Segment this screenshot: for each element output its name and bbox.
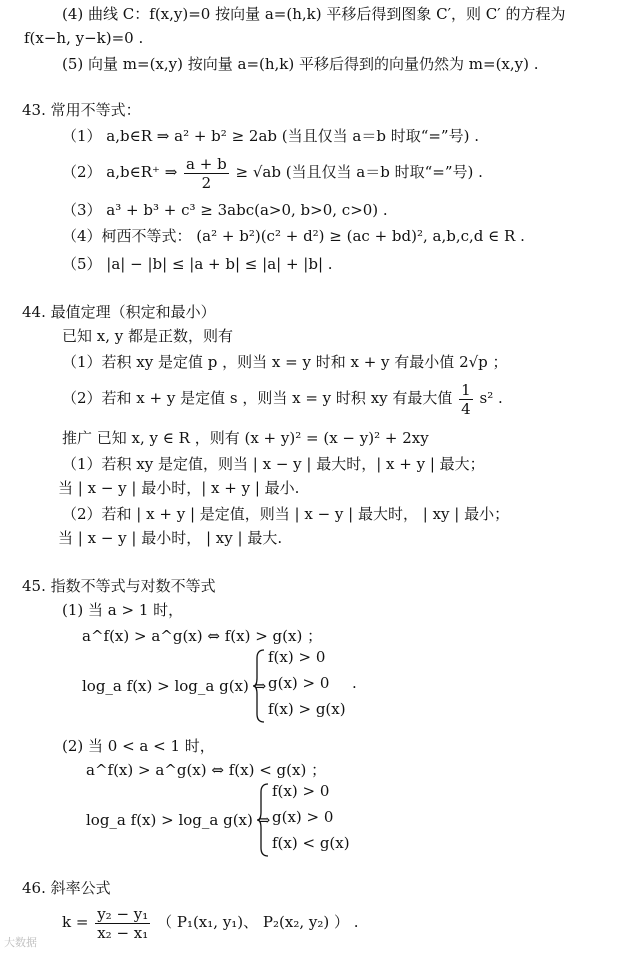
s45-case2-log: log_a f(x) > log_a g(x) ⇔ xyxy=(86,811,271,829)
section-45-title: 45. 指数不等式与对数不等式 xyxy=(22,577,216,595)
left-brace-icon xyxy=(252,648,266,724)
s45-case2-exp: a^f(x) > a^g(x) ⇔ f(x) < g(x) ； xyxy=(86,761,327,779)
s46-k: k = xyxy=(62,913,94,931)
s45-case1-cond1: f(x) > 0 xyxy=(268,648,326,666)
s44-line4: 推广 已知 x, y ∈ R ，则有 (x + y)² = (x − y)² + 2xy xyxy=(62,429,429,447)
item-4-line1: (4) 曲线 C：f(x,y)=0 按向量 a=(h,k) 平移后得到图象 C′，则 C′ 的方程为 xyxy=(62,5,566,23)
s43-item2-numerator: a + b xyxy=(186,154,227,173)
s44-line6: 当 | x − y | 最小时，| x + y | 最小. xyxy=(58,479,300,497)
watermark: 大数据 xyxy=(4,936,37,949)
s45-case2-cond3: f(x) < g(x) xyxy=(272,834,350,852)
section-44-title: 44. 最值定理（积定和最小） xyxy=(22,303,216,321)
item-4-line2: f(x−h, y−k)=0 . xyxy=(24,29,144,47)
s45-case2: (2) 当 0 < a < 1 时， xyxy=(62,737,215,755)
s44-line5: （1）若积 xy 是定值，则当 | x − y | 最大时，| x + y | 最大； xyxy=(62,455,485,473)
s43-item2-post: ≥ √ab (当且仅当 a＝b 时取“=”号) . xyxy=(235,163,483,181)
s43-item2-pre: （2） a,b∈R⁺ ⇒ xyxy=(62,163,183,181)
s44-line3-denominator: 4 xyxy=(461,399,471,418)
s45-case2-cond1: f(x) > 0 xyxy=(272,782,330,800)
s45-case2-system xyxy=(256,782,366,858)
s44-line7: （2）若和 | x + y | 是定值，则当 | x − y | 最大时， | xy | 最小； xyxy=(62,505,510,523)
item-5-line: (5) 向量 m=(x,y) 按向量 a=(h,k) 平移后得到的向量仍然为 m=(x,y) . xyxy=(62,55,539,73)
s44-line8: 当 | x − y | 最小时， | xy | 最大. xyxy=(58,529,283,547)
s43-item5: （5） |a| − |b| ≤ |a + b| ≤ |a| + |b| . xyxy=(62,255,333,273)
s46-fraction xyxy=(95,905,150,942)
s45-case1-cond2: g(x) > 0 xyxy=(268,674,330,692)
left-brace-icon xyxy=(256,782,270,858)
s43-item4: （4）柯西不等式： (a² + b²)(c² + d²) ≥ (ac + bd)², a,b,c,d ∈ R . xyxy=(62,227,525,245)
s46-denominator: x₂ − x₁ xyxy=(97,923,149,942)
s45-case1-log: log_a f(x) > log_a g(x) ⇔ xyxy=(82,677,267,695)
s44-line3-numerator: 1 xyxy=(461,380,471,399)
s45-case1-cond3: f(x) > g(x) xyxy=(268,700,346,718)
s43-item3: （3） a³ + b³ + c³ ≥ 3abc(a>0, b>0, c>0) . xyxy=(62,201,388,219)
s43-item2-denominator: 2 xyxy=(201,173,212,192)
s46-post: （ P₁(x₁, y₁)、 P₂(x₂, y₂) ） . xyxy=(157,913,359,931)
s44-line3-post: s² . xyxy=(479,389,503,407)
s45-case1-system xyxy=(252,648,372,724)
s44-line3 xyxy=(62,376,503,420)
section-46-title: 46. 斜率公式 xyxy=(22,879,111,897)
s46-formula xyxy=(62,900,359,944)
s44-line3-pre: （2）若和 x + y 是定值 s ，则当 x = y 时积 xy 有最大值 xyxy=(62,389,458,407)
s43-item2 xyxy=(62,150,483,194)
s43-item2-fraction xyxy=(184,155,229,192)
s45-case2-cond2: g(x) > 0 xyxy=(272,808,334,826)
section-43-title: 43. 常用不等式： xyxy=(22,101,141,119)
s46-numerator: y₂ − y₁ xyxy=(97,904,149,923)
s44-line3-fraction xyxy=(459,381,473,418)
s45-case1-end: . xyxy=(352,674,357,692)
s45-case1-exp: a^f(x) > a^g(x) ⇔ f(x) > g(x) ； xyxy=(82,627,323,645)
s44-line2: （1）若积 xy 是定值 p ，则当 x = y 时和 x + y 有最小值 2√p ； xyxy=(62,353,508,371)
s45-case1: (1) 当 a > 1 时， xyxy=(62,601,184,619)
s43-item1: （1） a,b∈R ⇒ a² + b² ≥ 2ab (当且仅当 a＝b 时取“=”号) . xyxy=(62,127,479,145)
s44-line1: 已知 x, y 都是正数，则有 xyxy=(62,327,234,345)
